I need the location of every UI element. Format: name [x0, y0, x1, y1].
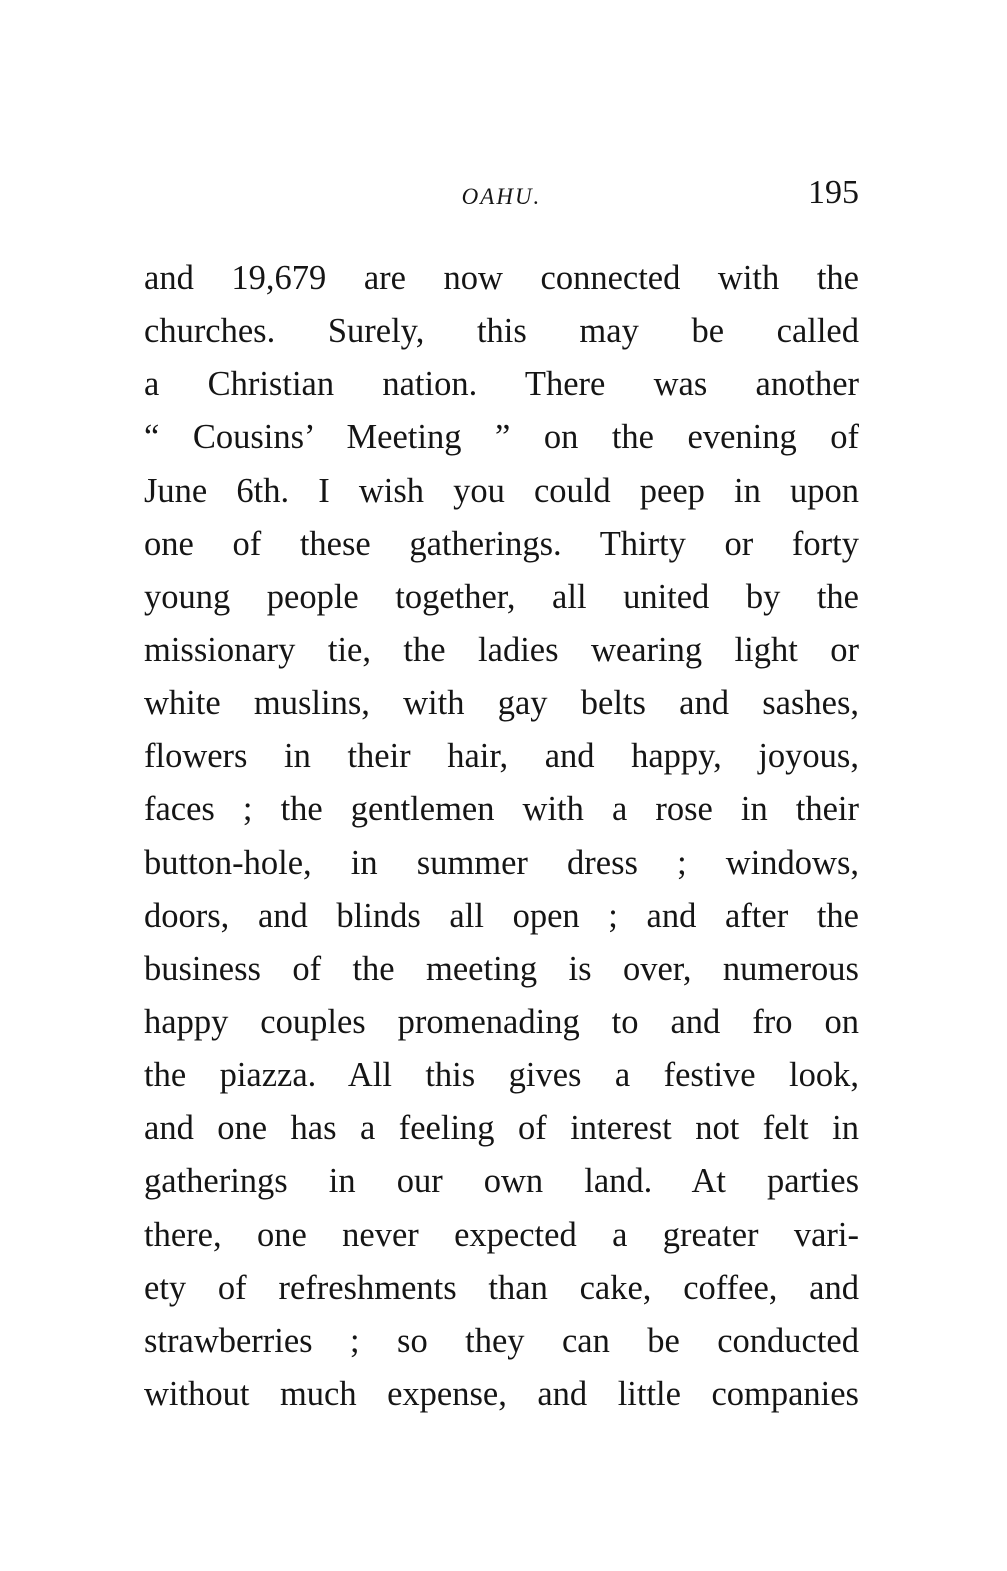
- text-line-14: business of the meeting is over, numerous: [144, 949, 859, 988]
- text-line-10: flowers in their hair, and happy, joyous,: [144, 737, 859, 776]
- running-head: [144, 172, 859, 216]
- page-number: 195: [808, 174, 859, 211]
- running-title: OAHU.: [461, 184, 542, 209]
- text-line-15: happy couples promenading to and fro on: [144, 1002, 859, 1041]
- text-line-3: a Christian nation. There was another: [144, 365, 859, 404]
- text-line-4: “ Cousins’ Meeting ” on the evening of: [144, 418, 859, 457]
- text-line-16: the piazza. All this gives a festive look,: [144, 1056, 859, 1095]
- text-line-7: young people together, all united by the: [144, 577, 859, 616]
- text-line-22: without much expense, and little companies: [144, 1374, 859, 1413]
- text-line-17: and one has a feeling of interest not felt in: [144, 1109, 859, 1148]
- text-line-18: gatherings in our own land. At parties: [144, 1162, 859, 1201]
- text-line-8: missionary tie, the ladies wearing light or: [144, 630, 859, 669]
- text-line-5: June 6th. I wish you could peep in upon: [144, 471, 859, 510]
- text-line-13: doors, and blinds all open ; and after the: [144, 896, 859, 935]
- text-line-19: there, one never expected a greater vari-: [144, 1215, 859, 1254]
- text-line-9: white muslins, with gay belts and sashes,: [144, 684, 859, 723]
- text-line-1: and 19,679 are now connected with the: [144, 259, 859, 297]
- text-line-12: button-hole, in summer dress ; windows,: [144, 843, 859, 882]
- text-line-2: churches. Surely, this may be called: [144, 312, 859, 351]
- text-line-6: one of these gatherings. Thirty or forty: [144, 524, 859, 563]
- text-line-20: ety of refreshments than cake, coffee, and: [144, 1268, 859, 1307]
- text-line-11: faces ; the gentlemen with a rose in their: [144, 790, 859, 829]
- text-line-21: strawberries ; so they can be conducted: [144, 1321, 859, 1360]
- body-text: [144, 252, 859, 1421]
